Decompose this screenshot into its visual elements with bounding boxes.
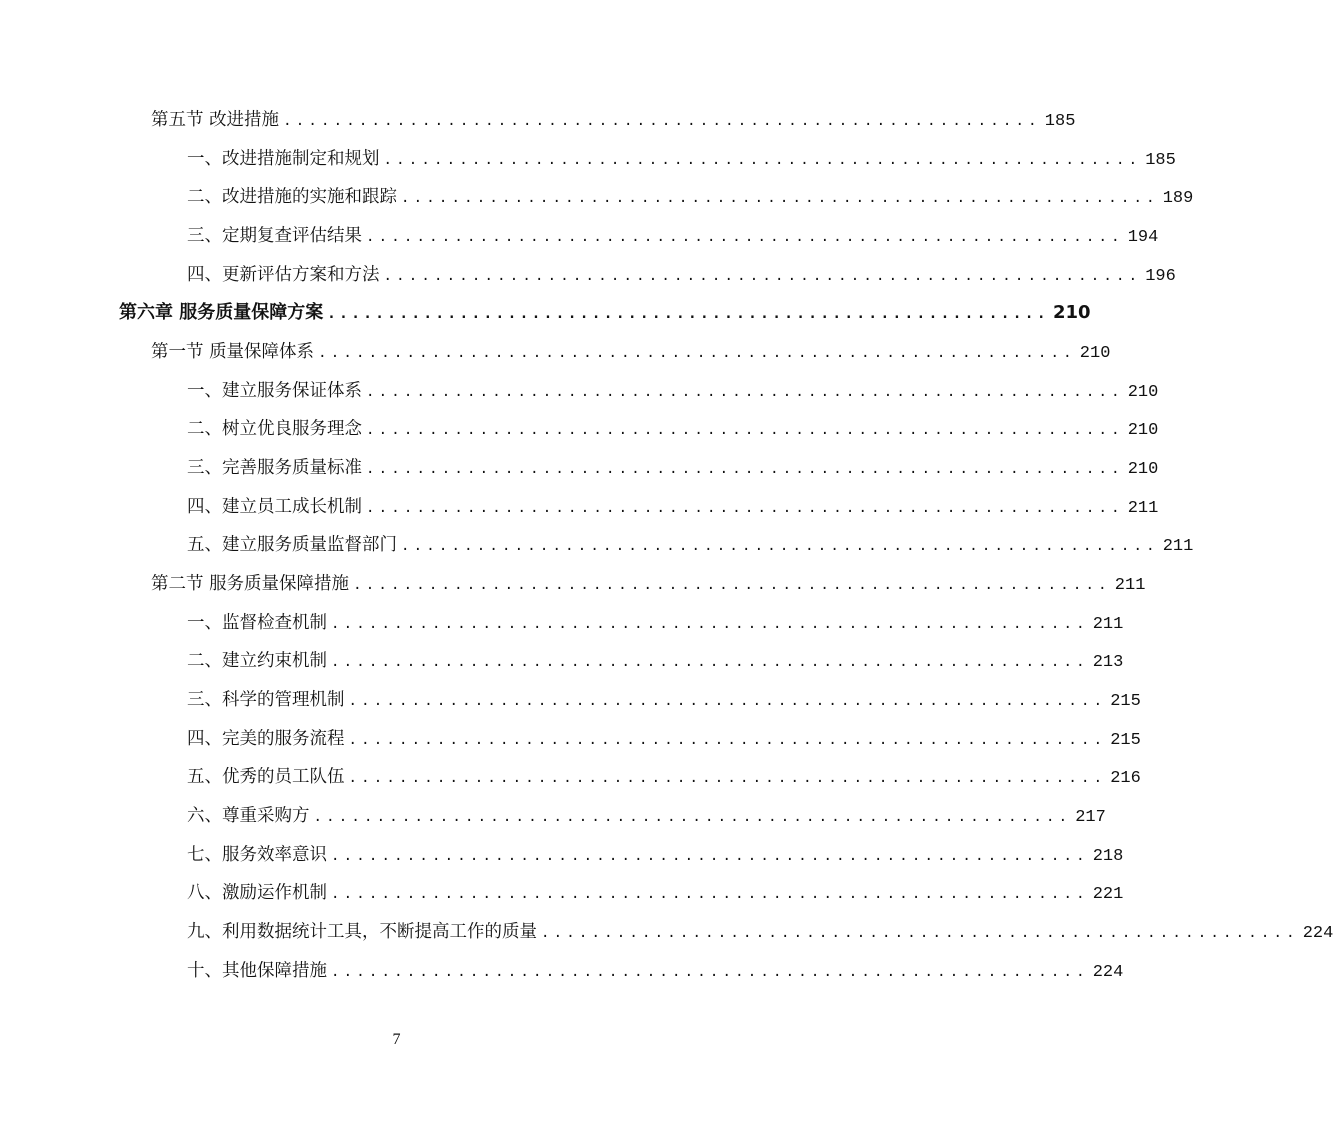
toc-entry-page: 210: [1127, 383, 1159, 402]
dot-leader: ............................................................: [331, 654, 1089, 670]
toc-entry-title: 一、建立服务保证体系: [187, 381, 362, 401]
toc-entry-page: 213: [1092, 653, 1124, 672]
dot-leader: ............................................................: [331, 964, 1089, 980]
toc-entry-page: 224: [1092, 963, 1124, 982]
dot-leader: ............................................................: [348, 732, 1107, 748]
toc-entry-title: 五、建立服务质量监督部门: [187, 535, 397, 555]
toc-entry-page: 215: [1110, 731, 1141, 750]
toc-entry-page: 210: [1053, 302, 1091, 323]
toc-entry-title: 五、优秀的员工队伍: [187, 767, 345, 787]
dot-leader: ............................................................: [331, 616, 1089, 632]
dot-leader: ............................................................: [383, 268, 1142, 284]
toc-entry-title: 七、服务效率意识: [187, 845, 327, 865]
toc-entry-title: 三、定期复查评估结果: [187, 226, 362, 246]
toc-entry-section[interactable]: [151, 107, 1076, 133]
toc-entry-item[interactable]: [187, 958, 1124, 984]
toc-entry-page: 194: [1127, 228, 1159, 247]
dot-leader: ............................................................: [366, 500, 1124, 516]
toc-entry-title: 第五节 改进措施: [151, 110, 280, 130]
dot-leader: ............................................................: [401, 190, 1159, 206]
dot-leader: ............................................................: [383, 152, 1142, 168]
toc-entry-page: 210: [1127, 421, 1159, 440]
toc-entry-page: 217: [1075, 808, 1106, 827]
toc-entry-page: 185: [1145, 151, 1176, 170]
toc-entry-page: 215: [1110, 692, 1141, 711]
toc-entry-title: 二、建立约束机制: [187, 651, 327, 671]
toc-entry-item[interactable]: [187, 494, 1159, 520]
toc-entry-title: 四、完美的服务流程: [187, 729, 345, 749]
dot-leader: ............................................................: [366, 422, 1124, 438]
toc-entry-item[interactable]: [187, 726, 1141, 752]
toc-entry-section[interactable]: [151, 571, 1146, 597]
toc-entry-item[interactable]: [187, 378, 1159, 404]
toc-entry-item[interactable]: [187, 610, 1124, 636]
toc-entry-page: 189: [1162, 189, 1194, 208]
toc-entry-item[interactable]: [187, 764, 1141, 790]
dot-leader: ............................................................: [331, 886, 1089, 902]
dot-leader: ............................................................: [327, 306, 1049, 322]
toc-entry-page: 211: [1127, 499, 1159, 518]
toc-entry-title: 第二节 服务质量保障措施: [151, 574, 350, 594]
toc-entry-title: 二、树立优良服务理念: [187, 419, 362, 439]
toc-entry-item[interactable]: [187, 880, 1124, 906]
dot-leader: ............................................................: [348, 693, 1107, 709]
dot-leader: ............................................................: [541, 925, 1299, 941]
toc-entry-title: 八、激励运作机制: [187, 883, 327, 903]
toc-entry-title: 第六章 服务质量保障方案: [119, 302, 324, 323]
page-number: 7: [392, 1031, 401, 1048]
dot-leader: ............................................................: [313, 809, 1072, 825]
toc-entry-page: 211: [1114, 576, 1146, 595]
toc-entry-item[interactable]: [187, 842, 1124, 868]
dot-leader: ............................................................: [283, 113, 1041, 129]
toc-entry-title: 一、改进措施制定和规划: [187, 149, 380, 169]
toc-entry-page: 210: [1079, 344, 1111, 363]
toc-entry-title: 第一节 质量保障体系: [151, 342, 315, 362]
toc-entry-title: 三、完善服务质量标准: [187, 458, 362, 478]
toc-entry-title: 六、尊重采购方: [187, 806, 310, 826]
dot-leader: ............................................................: [348, 770, 1107, 786]
toc-entry-item[interactable]: [187, 455, 1159, 481]
toc-entry-item[interactable]: [187, 532, 1194, 558]
dot-leader: ............................................................: [366, 229, 1124, 245]
toc-entry-item[interactable]: [187, 262, 1176, 288]
toc-entry-item[interactable]: [187, 184, 1194, 210]
toc-entry-title: 四、建立员工成长机制: [187, 497, 362, 517]
toc-entry-title: 四、更新评估方案和方法: [187, 265, 380, 285]
toc-entry-title: 九、利用数据统计工具，不断提高工作的质量: [187, 922, 537, 942]
toc-entry-item[interactable]: [187, 919, 1333, 945]
toc-entry-item[interactable]: [187, 223, 1159, 249]
toc-entry-title: 一、监督检查机制: [187, 613, 327, 633]
toc-entry-title: 二、改进措施的实施和跟踪: [187, 187, 397, 207]
toc-entry-item[interactable]: [187, 687, 1141, 713]
toc-entry-section[interactable]: [151, 339, 1111, 365]
toc-entry-page: 211: [1162, 537, 1194, 556]
toc-entry-title: 十、其他保障措施: [187, 961, 327, 981]
toc-entry-page: 224: [1302, 924, 1333, 943]
dot-leader: ............................................................: [353, 577, 1111, 593]
toc-entry-page: 221: [1092, 885, 1124, 904]
toc-entry-title: 三、科学的管理机制: [187, 690, 345, 710]
toc-entry-item[interactable]: [187, 648, 1124, 674]
dot-leader: ............................................................: [366, 461, 1124, 477]
dot-leader: ............................................................: [318, 345, 1076, 361]
toc-entry-page: 211: [1092, 615, 1124, 634]
dot-leader: ............................................................: [401, 538, 1159, 554]
toc-entry-page: 210: [1127, 460, 1159, 479]
toc-entry-item[interactable]: [187, 803, 1106, 829]
toc-entry-page: 185: [1044, 112, 1076, 131]
toc-entry-page: 216: [1110, 769, 1141, 788]
toc-entry-page: 218: [1092, 847, 1124, 866]
dot-leader: ............................................................: [366, 384, 1124, 400]
toc-entry-chapter[interactable]: [119, 300, 1091, 326]
toc-entry-item[interactable]: [187, 146, 1176, 172]
toc-entry-page: 196: [1145, 267, 1176, 286]
toc-entry-item[interactable]: [187, 416, 1159, 442]
dot-leader: ............................................................: [331, 848, 1089, 864]
